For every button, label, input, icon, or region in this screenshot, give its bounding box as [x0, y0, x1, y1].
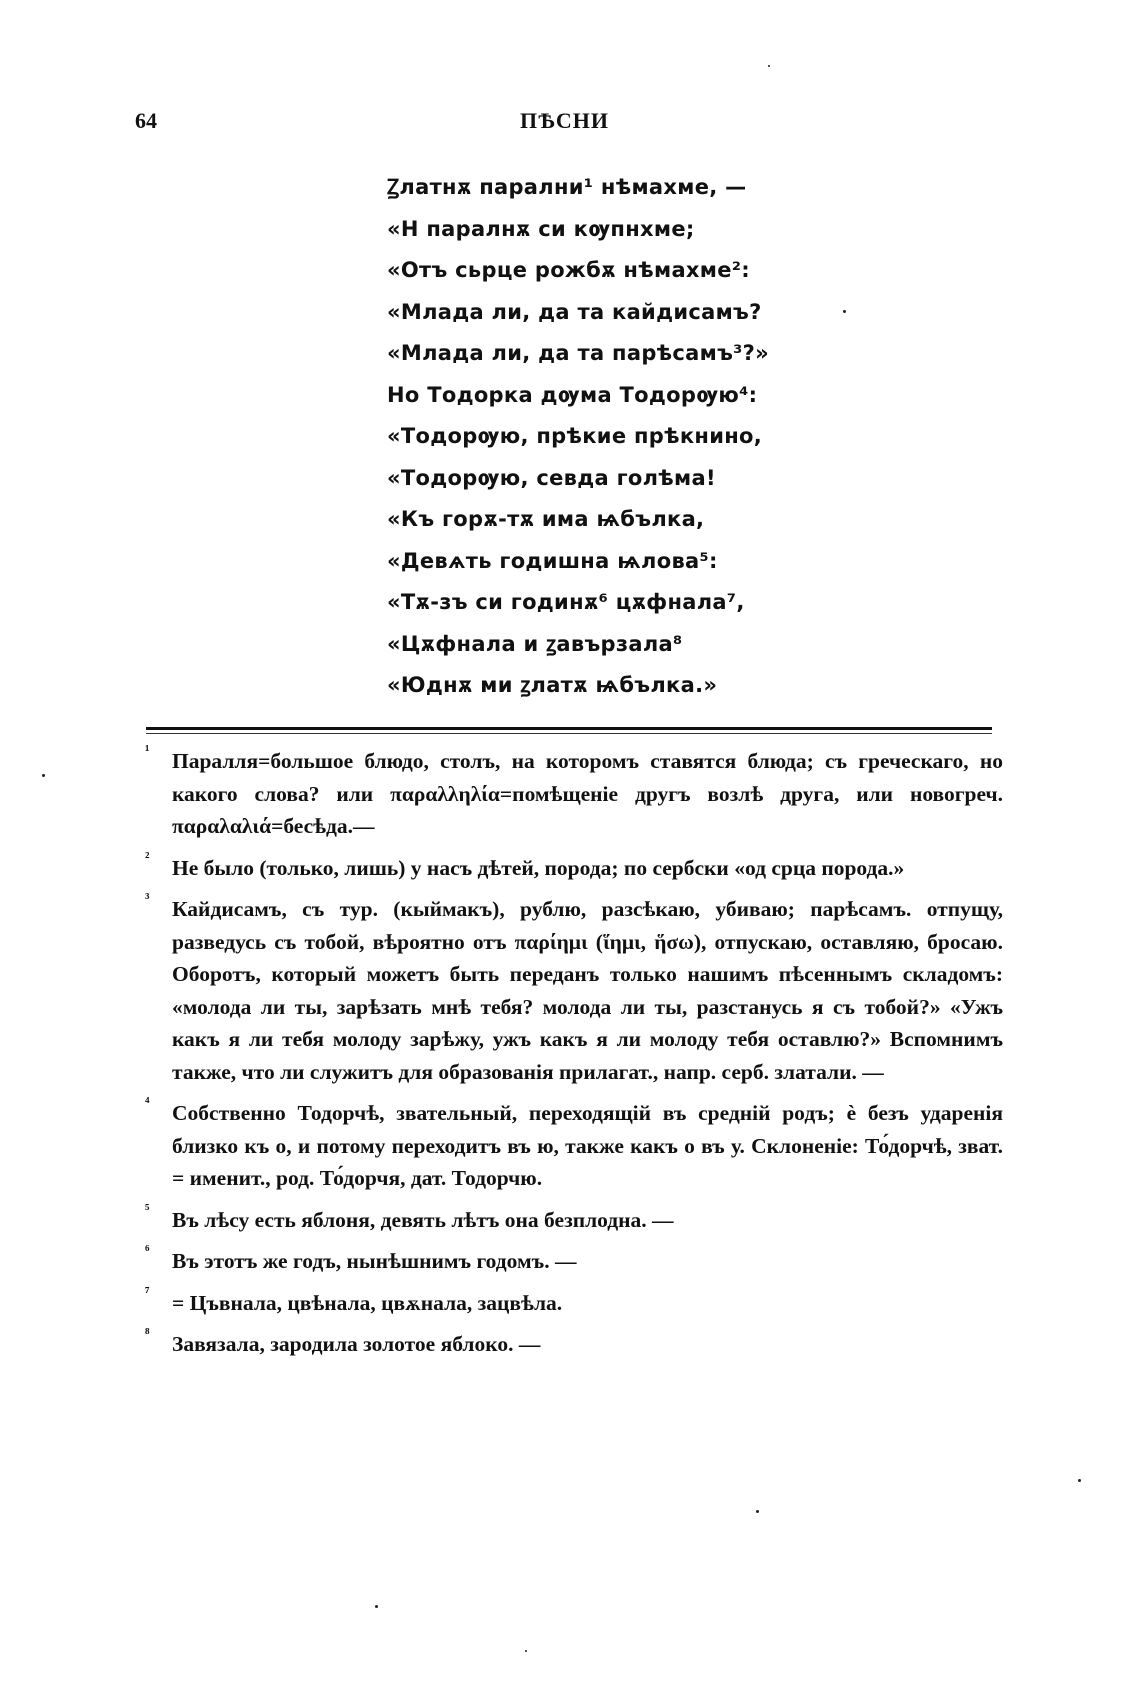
footnote-mark: ⁷ — [145, 1284, 150, 1301]
page-number: 64 — [135, 108, 157, 133]
footnote-mark: ² — [145, 849, 150, 866]
footnote-mark: ⁵ — [145, 1201, 150, 1218]
poem-line: «Тѫ-зъ си годинѫ⁶ цѫфнала⁷, — [387, 590, 745, 614]
footnote-text: Паралля=большое блюдо, столъ, на которомъ ставятся блюда; съ греческаго, но какого слова? или παραλληλία=помѣщеніе другъ возлѣ друга, или новогреч. παραλαλιά=бесѣда.— — [172, 749, 1003, 838]
footnote-7 — [145, 1284, 1003, 1320]
footnotes-block — [145, 745, 1003, 1370]
poem-line: «Къ горѫ-тѫ има ѩбълка, — [387, 507, 705, 531]
poem-line: Но Тодорка дѹма Тодорѹю⁴: — [387, 382, 758, 407]
footnote-8 — [145, 1328, 1003, 1361]
scan-speck — [756, 1510, 759, 1513]
poem-line: «Отъ сьрце рожбѫ нѣмахме²: — [387, 258, 750, 282]
poem-line: «Девѧть годишна ѩлова⁵: — [387, 548, 718, 573]
footnote-text: = Цъвнала, цвѣнала, цвѫнала, зацвѣла. — [172, 1290, 563, 1315]
footnote-text: Собственно Тодорчѣ, звательный, переходящій въ средній родъ; ѐ безъ ударенія близко къ о, и потому переходитъ въ ю, также какъ о въ у. Склоненіе: То́дорчѣ, зват. = именит., род. То́дорчя, дат. Тодорчю. — [172, 1101, 1003, 1190]
poem-block — [387, 167, 807, 707]
scan-speck — [1078, 1479, 1081, 1482]
footnote-5 — [145, 1201, 1003, 1237]
poem-line: Ꙁлатнѫ парални¹ нѣмахме, — — [387, 175, 747, 199]
footnote-text: Въ лѣсу есть яблоня, девять лѣтъ она безплодна. — — [172, 1207, 674, 1232]
poem-line: «Тодорѹю, севда голѣма! — [387, 465, 716, 490]
poem-line: «Н паралнѫ си кѹпнхме; — [387, 216, 695, 241]
footnote-mark: ¹ — [145, 743, 150, 759]
footnote-mark: ⁴ — [145, 1095, 150, 1111]
poem-line: «Юднѫ ми ꙁлатѫ ѩбълка.» — [387, 673, 718, 697]
footnote-mark: ⁸ — [145, 1326, 150, 1342]
footnote-divider-thin — [146, 733, 992, 734]
poem-line: «Тодорѹю, прѣкие прѣкнино, — [387, 424, 763, 448]
scan-speck — [42, 774, 45, 777]
poem-line: «Млада ли, да та кайдисамъ? — [387, 299, 762, 324]
scan-speck — [768, 65, 770, 67]
scan-speck — [525, 1650, 527, 1652]
footnote-text: Въ этотъ же годъ, нынѣшнимъ годомъ. — — [172, 1249, 577, 1273]
footnote-text: Кайдисамъ, съ тур. (кыймакъ), рублю, разсѣкаю, убиваю; парѣсамъ. отпущу, разведусь съ тобой, вѣроятно отъ παρίημι (ἵημι, ἥσω), отпускаю, оставляю, бросаю. Оборотъ, который можетъ быть переданъ только нашимъ пѣсеннымъ складомъ: «молода ли ты, зарѣзать мнѣ тебя? молода ли ты, разстанусь я съ тобой?» «Ужъ какъ я ли тебя молоду зарѣжу, ужъ какъ я ли молоду тебя оставлю?» Вспомнимъ также, что ли служитъ для образованія прилагат., напр. серб. златали. — — [172, 897, 1003, 1084]
footnote-text: Завязала, зародила золотое яблоко. — — [172, 1332, 541, 1356]
footnote-mark: ⁶ — [145, 1243, 150, 1259]
footnote-divider — [146, 727, 992, 730]
footnote-text: Не было (только, лишь) у насъ дѣтей, порода; по сербски «од срца порода.» — [172, 855, 905, 880]
scan-speck — [375, 1605, 378, 1608]
scan-speck — [843, 310, 846, 313]
page-header — [0, 108, 1140, 148]
footnote-4 — [145, 1097, 1003, 1195]
footnote-1 — [145, 745, 1003, 843]
footnote-6 — [145, 1245, 1003, 1278]
footnote-3 — [145, 893, 1003, 1088]
poem-line: «Млада ли, да та парѣсамъ³?» — [387, 341, 770, 365]
footnote-2 — [145, 849, 1003, 885]
poem-line: «Цѫфнала и ꙁавързала⁸ — [387, 631, 683, 656]
footnote-mark: ³ — [145, 891, 150, 907]
running-title: ПѢСНИ — [520, 108, 610, 133]
